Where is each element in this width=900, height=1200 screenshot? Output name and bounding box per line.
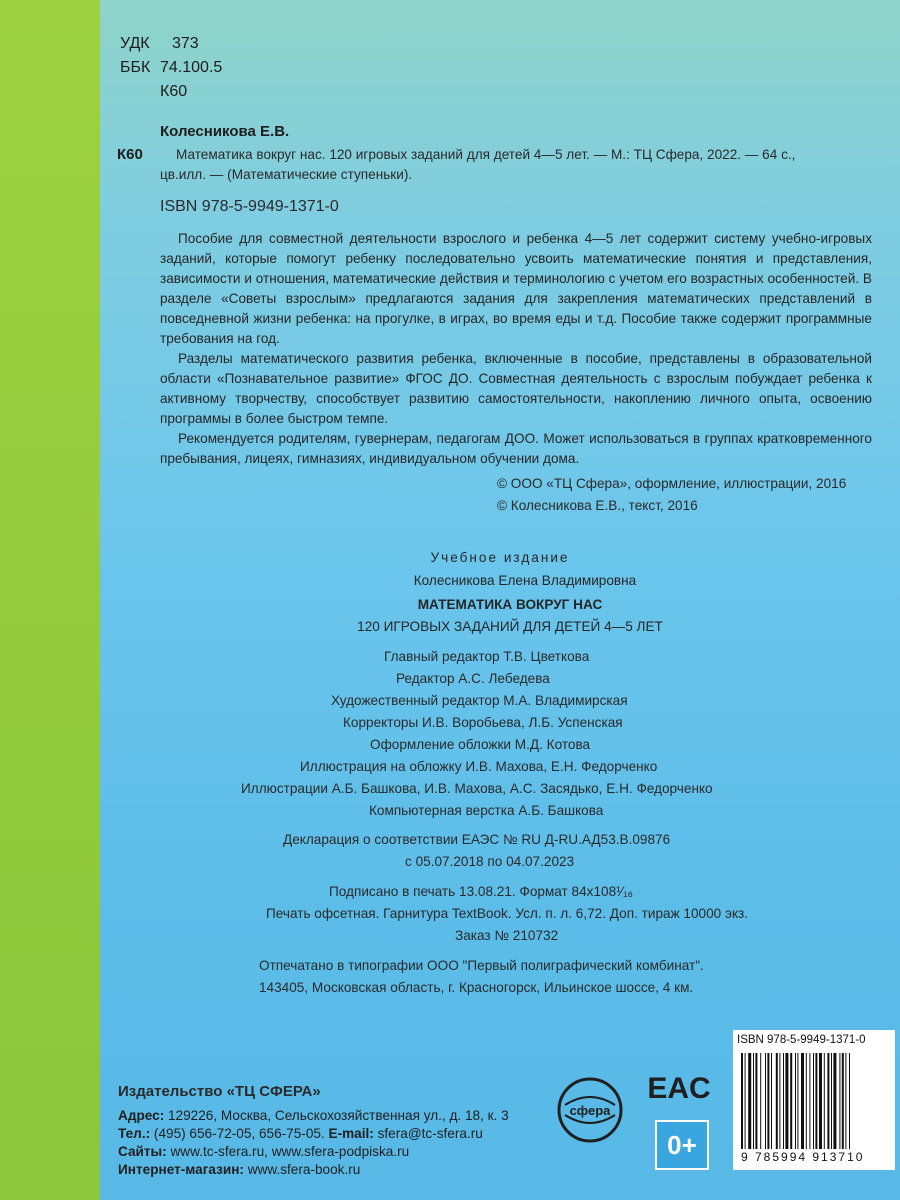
k60-side-code: К60 <box>117 146 143 163</box>
age-rating-badge: 0+ <box>655 1120 709 1170</box>
sites-label: Сайты: <box>118 1144 167 1159</box>
declaration-line-2: с 05.07.2018 по 04.07.2023 <box>405 854 575 869</box>
book-subtitle: 120 ИГРОВЫХ ЗАДАНИЙ ДЛЯ ДЕТЕЙ 4—5 ЛЕТ <box>357 619 663 634</box>
tel-label: Тел.: <box>118 1126 151 1141</box>
abstract-paragraph-1: Пособие для совместной деятельности взрослого и ребенка 4—5 лет содержит систему учебно-игровых заданий, которые помогут ребенку последовательно усвоить математические понятия и представления, зависимости и отношения, математические действия и терминологию с учетом его возрастных особенностей. В разделе «Советы взрослым» предлагаются задания для закрепления математических представлений в повседневной жизни ребенка: на прогулке, в играх, во время еды и т.д. Пособие также содержит программные требования на год. <box>160 231 872 346</box>
udk-value: 373 <box>172 35 199 52</box>
publisher-contacts <box>118 1126 483 1141</box>
publisher-shop <box>118 1162 360 1177</box>
abstract <box>160 229 872 469</box>
bbk-label: ББК <box>120 59 151 76</box>
print-details: Печать офсетная. Гарнитура TextBook. Усл. п. л. 6,72. Доп. тираж 10000 экз. <box>266 906 749 921</box>
bbk-value: 74.100.5 <box>160 59 223 76</box>
print-signed-format: Подписано в печать 13.08.21. Формат 84х108¹⁄₁₆ <box>329 884 634 899</box>
barcode-digits: 9 785994 913710 <box>741 1150 865 1164</box>
bibliographic-line-1: Математика вокруг нас. 120 игровых заданий для детей 4—5 лет. — М.: ТЦ Сфера, 2022. — 64 с., <box>176 147 796 162</box>
credit-proofreaders: Корректоры И.В. Воробьева, Л.Б. Успенская <box>343 715 623 730</box>
declaration-line-1: Декларация о соответствии ЕАЭС № RU Д-RU.АД53.В.09876 <box>283 832 671 847</box>
barcode-isbn: ISBN 978-5-9949-1371-0 <box>737 1034 866 1046</box>
author-heading: Колесникова Е.В. <box>160 123 290 140</box>
credit-illustrations: Иллюстрации А.Б. Башкова, И.В. Махова, А.С. Засядько, Е.Н. Федорченко <box>241 781 713 796</box>
credit-art-editor: Художественный редактор М.А. Владимирская <box>331 693 628 708</box>
tel-value: (495) 656-72-05, 656-75-05. <box>153 1126 325 1141</box>
credit-cover-design: Оформление обложки М.Д. Котова <box>370 737 591 752</box>
address-label: Адрес: <box>118 1108 165 1123</box>
publisher-address <box>118 1108 509 1123</box>
order-number: Заказ № 210732 <box>455 928 559 943</box>
address-value: 129226, Москва, Сельскохозяйственная ул., д. 18, к. 3 <box>168 1108 509 1123</box>
bibliographic-line-2: цв.илл. — (Математические ступеньки). <box>160 167 413 182</box>
eac-text: EAC <box>647 1072 711 1105</box>
shop-value: www.sfera-book.ru <box>247 1162 361 1177</box>
author-full-name: Колесникова Елена Владимировна <box>413 573 637 588</box>
credit-layout: Компьютерная верстка А.Б. Башкова <box>369 803 604 818</box>
publisher-sites <box>118 1144 409 1159</box>
logo-text: сфера <box>569 1103 611 1118</box>
email-value: sfera@tc-sfera.ru <box>377 1126 483 1141</box>
printer-line-2: 143405, Московская область, г. Красногорск, Ильинское шоссе, 4 км. <box>259 980 694 995</box>
book-title: МАТЕМАТИКА ВОКРУГ НАС <box>417 597 603 612</box>
credit-chief-editor: Главный редактор Т.В. Цветкова <box>384 649 590 664</box>
abstract-paragraph-2: Разделы математического развития ребенка, включенные в пособие, представлены в образовательной области «Познавательное развитие» ФГОС ДО. Совместная деятельность с взрослым побуждает ребенка к активному творчеству, способствует развитию самостоятельности, накоплению личного опыта, освоению программы в более быстром темпе. <box>160 351 872 426</box>
sites-value: www.tc-sfera.ru, www.sfera-podpiska.ru <box>170 1144 410 1159</box>
shop-label: Интернет-магазин: <box>118 1162 244 1177</box>
copyright-publisher: © ООО «ТЦ Сфера», оформление, иллюстрации, 2016 <box>497 476 847 491</box>
eac-mark-icon <box>647 1060 711 1108</box>
credit-editor: Редактор А.С. Лебедева <box>396 671 550 686</box>
credit-cover-illustration: Иллюстрация на обложку И.В. Махова, Е.Н. Федорченко <box>300 759 658 774</box>
green-side-strip <box>0 0 100 1200</box>
udk-label: УДК <box>120 35 150 52</box>
sfera-logo-icon <box>555 1075 625 1145</box>
copyright-author: © Колесникова Е.В., текст, 2016 <box>497 498 698 513</box>
barcode-icon <box>737 1053 891 1149</box>
publisher-name: Издательство «ТЦ СФЕРА» <box>118 1083 321 1100</box>
email-label: E-mail: <box>328 1126 374 1141</box>
edition-type: Учебное издание <box>430 550 570 565</box>
abstract-paragraph-3: Рекомендуется родителям, гувернерам, педагогам ДОО. Может использоваться в группах кратковременного пребывания, лицеях, гимназиях, индивидуальном обучении дома. <box>160 431 872 466</box>
printer-line-1: Отпечатано в типографии ООО "Первый полиграфический комбинат". <box>259 958 704 973</box>
k60-code: К60 <box>160 83 188 100</box>
isbn-main: ISBN 978-5-9949-1371-0 <box>160 198 339 215</box>
